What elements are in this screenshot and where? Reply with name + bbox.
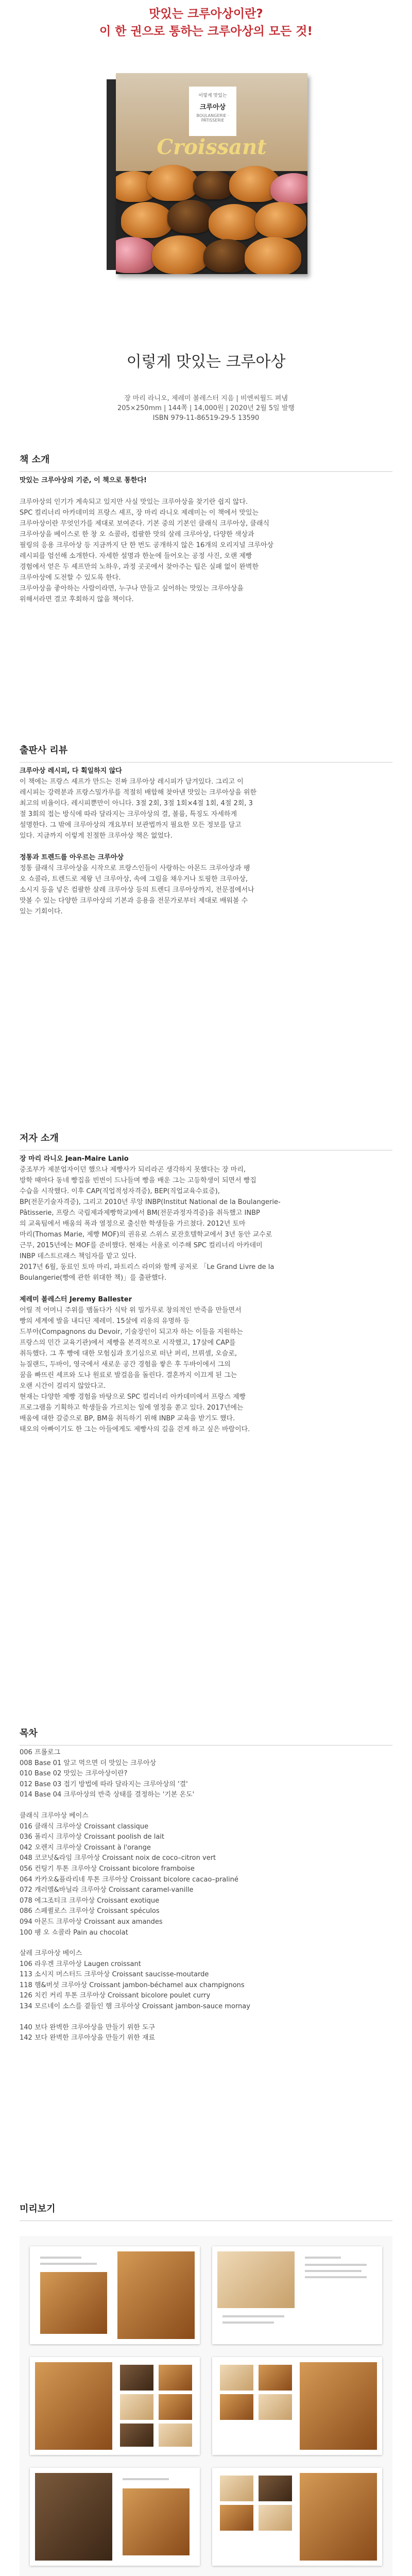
text-line: Pâtisserie, 프랑스 국립제과제빵학교)에서 BM(전문과정자격증)을 취득했고 INBP: [20, 1209, 260, 1217]
text-line: 레시피는 강력분과 프랑스밀가루를 적절히 배합해 찾아낸 맛있는 크루아상을 위한: [20, 789, 257, 796]
toc-item: 072 캐러멜&바닐라 크루아상 Croissant caramel-vanille: [20, 1886, 194, 1894]
text-line: 취득했다. 그 후 빵에 대한 모험심과 호기심으로 떠난 퍼리, 브뤼셀, 오슬로,: [20, 1350, 237, 1358]
text-line: 드부아(Compagnons du Devoir, 기술장인이 되고자 하는 이들을 지원하는: [20, 1328, 243, 1336]
cover-title: 크루아상: [199, 104, 226, 111]
text-line: 오랜 시간이 걸리지 않았다고.: [20, 1382, 106, 1390]
section-toc: [20, 1726, 392, 2169]
section-title: 미리보기: [20, 2201, 392, 2221]
text-line: 설명한다. 그 밖에 크루아상의 개요부터 보관법까지 필요한 모든 정보를 담고: [20, 821, 242, 829]
text-line: 경험에서 얻은 두 셰프만의 노하우, 과정 곳곳에서 찾아주는 팁은 실패 없이 완벽한: [20, 563, 259, 571]
book-cover-image: [107, 73, 307, 274]
text-line: 꿈을 빠뜨린 셰프와 도나 원료로 발걸음을 돌린다. 결혼까지 이끄게 된 그는: [20, 1371, 237, 1379]
text-line: 맛볼 수 있는 다양한 크루아상의 기본과 응용을 전문가로부터 제대로 배워볼 수: [20, 897, 248, 905]
section-title: 목차: [20, 1726, 392, 1745]
text-line: 최고의 비율이다. 레시피뿐만이 아니다. 3절 2회, 3절 1회×4절 1회, 4절 2회, 3: [20, 800, 253, 807]
toc-item: 008 Base 01 알고 먹으면 더 맛있는 크루아상: [20, 1759, 157, 1767]
toc-group-heading: 클래식 크루아상 베이스: [20, 1811, 89, 1820]
toc-item: 078 에그조티크 크루아상 Croissant exotique: [20, 1896, 160, 1905]
hero-banner: [0, 0, 412, 330]
cover-label: [189, 87, 236, 136]
text-line: 있는 기회이다.: [20, 908, 63, 916]
text-line: 프랑스의 민간 교육기관)에서 제빵을 본격적으로 시작했고, 17살에 CAP를: [20, 1339, 236, 1347]
text-line: 필링의 응용 크루아상 등 지금까지 단 한 번도 공개하지 않은 16개의 오리지널 크루아상: [20, 541, 274, 549]
toc-item: 048 코코넛&라임 크루아상 Croissant noix de coco–citron vert: [20, 1854, 216, 1862]
section-authors: [20, 1131, 392, 1461]
text-line: 오 쇼콜라, 트렌드로 제왕 넌 크루아상, 속에 그림을 채우거나 토핑한 크루아상,: [20, 875, 248, 883]
text-line: 현재는 다양한 제빵 경험을 바탕으로 SPC 컬리너리 아카데미에서 프랑스 제빵: [20, 1393, 246, 1401]
text-line: 뉴질랜드, 두바이, 영국에서 새로운 공간 경험을 쌓은 후 두바이에서 그의: [20, 1361, 231, 1368]
toc-item: 064 카카오&플라리네 투톤 크루아상 Croissant bicolore cacao–praliné: [20, 1875, 238, 1884]
hero-headline: 맛있는 크루아상이란?: [149, 7, 263, 21]
text-line: 빵의 세계에 발을 내디딘 제레미. 15살에 리옹의 유명하 등: [20, 1317, 190, 1325]
preview-spread: [212, 2246, 382, 2344]
toc-item: 010 Base 02 맛있는 크루아상이란?: [20, 1770, 128, 1778]
text-line: 소시지 등을 넣은 컴팔한 살레 크루아상 등의 트렌디 크루아상까지, 전문점에서나: [20, 886, 254, 894]
text-line: 정통 클래식 크루아상을 시작으로 프랑스인들이 사랑하는 아몬드 크루아상과 팽: [20, 865, 250, 872]
toc-item: 113 소시지 머스터드 크루아상 Croissant saucisse-moutarde: [20, 1971, 209, 1979]
croissant-photo: [116, 150, 307, 274]
preview-spread: [212, 2357, 382, 2455]
intro-lead: 맛있는 크루아상의 기준, 이 책으로 통한다!: [20, 477, 147, 484]
toc-item: 012 Base 03 접기 방법에 따라 달라지는 크루아상의 '결': [20, 1780, 188, 1788]
text-line: 크루아상을 좋아하는 사람이라면, 누구나 만들고 싶어하는 맛있는 크루아상을: [20, 585, 244, 592]
book-meta: [0, 394, 412, 423]
text-line: 크루아상에 도전할 수 있도록 한다.: [20, 574, 121, 582]
toc-item: 086 스페퀼로스 크루아상 Croissant spéculos: [20, 1907, 160, 1916]
section-book-intro: [20, 452, 392, 633]
text-line: 크루아상의 인기가 계속되고 있지만 사실 맛있는 크루아상을 찾기란 쉽지 않다.: [20, 498, 248, 506]
cover-english: BOULANGERIE · PÂTISSERIE: [196, 113, 229, 123]
text-line: SPC 컬리너리 아카데미의 프랑스 셰프, 장 마리 라니오 제레미는 이 책에서 맛있는: [20, 509, 259, 517]
text-line: 태오의 아빠이기도 한 그는 아들에게도 제빵사의 길을 걷게 하고 싶은 바람이다.: [20, 1426, 250, 1433]
text-line: 어릴 적 어머니 주위를 맴돌다가 식탁 위 밀가루로 창의적인 반죽을 만들면서: [20, 1307, 242, 1314]
toc-item: 140 보다 완벽한 크루아상을 만들기 위한 도구: [20, 2023, 156, 2031]
toc-item: 134 모르네이 소스를 곁들인 햄 크루아상 Croissant jambon-sauce mornay: [20, 2003, 250, 2011]
author-name: 제레미 볼레스터 Jeremy Ballester: [20, 1296, 132, 1303]
section-body: [20, 1154, 392, 1435]
text-line: 근무, 2015년에는 MOF를 준비했다. 현재는 서울로 이주해 SPC 컬리너리 아카데미: [20, 1242, 263, 1249]
text-line: 프로그램을 기획하고 학생들을 가르치는 일에 열정을 쏟고 있다. 2017년에는: [20, 1404, 244, 1412]
toc-item: 106 라우겐 크루아상 Laugen croissant: [20, 1960, 141, 1968]
sub-heading: 정통과 트렌드를 아우르는 크루아상: [20, 854, 124, 861]
text-line: 배움에 대한 갈증으로 BP, BM을 취득하기 위해 INBP 교육을 받기도 했다.: [20, 1415, 235, 1422]
text-line: 중조부가 제분업자이던 했으나 제빵사가 되리라곤 생각하지 못했다는 장 마리,: [20, 1166, 246, 1174]
section-preview-header: [20, 2201, 392, 2222]
text-line: 절 3회의 접는 방식에 따라 달라지는 크루아상의 결, 볼륨, 특징도 자세하게: [20, 810, 237, 818]
toc-item: 014 Base 04 크루아상의 반죽 상태를 결정하는 '기본 온도': [20, 1791, 195, 1799]
preview-spread: [30, 2357, 200, 2455]
cover-script-title: Croissant: [157, 135, 267, 159]
text-line: 의 교육팀에서 배움의 폭과 열정으로 출신한 학생들을 가르쳤다. 2012년 토마: [20, 1220, 246, 1228]
section-title: 출판사 리뷰: [20, 743, 392, 762]
section-title: 책 소개: [20, 452, 392, 472]
toc-item: 006 프롤로그: [20, 1749, 61, 1756]
section-body: [20, 475, 392, 605]
hero-subheadline: 이 한 권으로 통하는 크루아상의 모든 것!: [99, 25, 313, 38]
text-line: BP(전문기술자격증), 그리고 2010년 루앙 INBP(Institut National de la Boulangerie-: [20, 1198, 281, 1206]
toc-item: 036 폴리시 크루아상 Croissant poolish de lait: [20, 1833, 164, 1841]
text-line: 있다. 지금까지 이렇게 친절한 크루아상 책은 없었다.: [20, 832, 173, 840]
toc-item: 094 아몬드 크루아상 Croissant aux amandes: [20, 1918, 163, 1926]
section-title: 저자 소개: [20, 1131, 392, 1150]
toc-item: 126 치킨 커리 투톤 크루아상 Croissant bicolore poulet curry: [20, 1992, 211, 2000]
text-line: 크루아상을 베이스로 한 창 오 쇼콜라, 컴팔한 맛의 살레 크루아상, 다양한 색상과: [20, 531, 254, 538]
text-line: 방학 때마다 동네 빵집을 빈번이 드나들며 빵을 배운 그는 고등학생이 되면서 빵집: [20, 1177, 256, 1184]
toc-list: [20, 1748, 392, 2044]
preview-spread: [30, 2468, 200, 2566]
cover-subtitle: 이렇게 맛있는: [198, 93, 227, 98]
toc-group-heading: 살레 크루아상 베이스: [20, 1950, 82, 1958]
text-line: 위해서라면 결코 후회하지 않을 책이다.: [20, 596, 134, 603]
section-publisher-review: [20, 743, 392, 1011]
toc-item: 142 보다 완벽한 크루아상을 만들기 위한 재료: [20, 2034, 156, 2042]
preview-image: [20, 2236, 392, 2576]
text-line: INBP 데스트르래스 책임자를 맡고 있다.: [20, 1252, 136, 1260]
text-line: Boulangerie(빵에 관한 위대한 책)」를 출판했다.: [20, 1274, 167, 1282]
toc-item: 118 햄&버섯 크루아상 Croissant jambon-béchamel aux champignons: [20, 1981, 245, 1989]
meta-line: 장 마리 라니오, 제레미 볼레스터 지음 | 비엔씨월드 펴냄: [124, 395, 288, 402]
sub-heading: 크루아상 레시피, 다 획일하지 않다: [20, 767, 122, 775]
text-line: 수습을 시작했다. 이후 CAP(직업적성자격증), BEP(직업교육수료증),: [20, 1188, 220, 1195]
toc-item: 100 팽 오 쇼콜라 Pain au chocolat: [20, 1928, 128, 1937]
preview-spread: [212, 2468, 382, 2566]
toc-item: 042 오렌지 크루아상 Croissant à l'orange: [20, 1843, 151, 1852]
text-line: 마리(Thomas Marie, 제빵 MOF)의 권유로 스위스 로잔호텔학교에서 3년 동안 교수로: [20, 1231, 272, 1239]
meta-line: 205×250mm | 144쪽 | 14,000원 | 2020년 2월 5일 발행: [117, 404, 295, 412]
author-name: 장 마리 라니오 Jean-Maire Lanio: [20, 1155, 129, 1163]
preview-spread: [30, 2246, 200, 2344]
text-line: 크루아상이란 무엇인가를 제대로 보여준다. 기본 중의 기본인 클래식 크루아상, 클래식: [20, 520, 269, 528]
text-line: 레시피를 엄선해 소개한다. 자세한 설명과 한눈에 들어오는 공정 사진, 오랜 제빵: [20, 552, 252, 560]
text-line: 이 책에는 프랑스 셰프가 만드는 진짜 크루아상 레시피가 담겨있다. 그리고 이: [20, 778, 244, 786]
toc-item: 016 클래식 크루아상 Croissant classique: [20, 1822, 149, 1831]
text-line: 2017년 6월, 동료인 토마 마리, 파트리스 라미와 함께 공저로 「Le Grand Livre de la: [20, 1263, 274, 1271]
toc-item: 056 컨팅기 투톤 크루아상 Croissant bicolore framboise: [20, 1865, 195, 1873]
book-title: 이렇게 맛있는 크루아상: [126, 353, 286, 371]
meta-line: ISBN 979-11-86519-29-5 13590: [152, 414, 260, 422]
section-body: [20, 766, 392, 917]
